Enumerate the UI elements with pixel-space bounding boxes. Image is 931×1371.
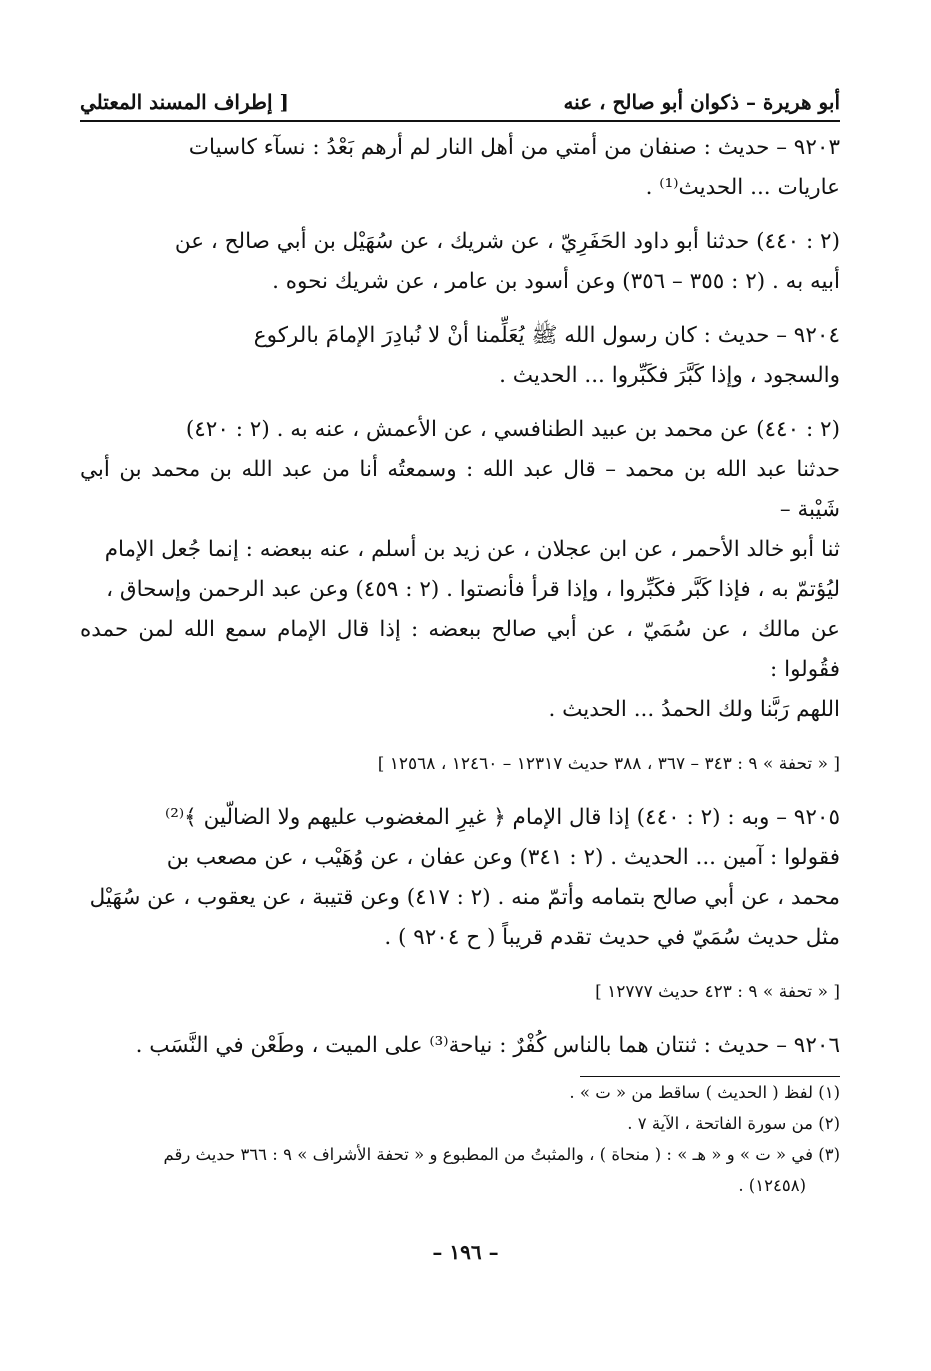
footnote-3: (٣) في « ت » و « هـ » : ( منحاة ) ، والمثبتُ من المطبوع و « تحفة الأشراف » ٩ : ٣٦٦ حديث رقم — [163, 1145, 840, 1164]
hadith-9203-chain-1: (٢ : ٤٤٠) حدثنا أبو داود الحَفَرِيّ ، عن شريك ، عن سُهَيْل بن أبي صالح ، عن — [174, 229, 840, 254]
hadith-9204-chain-3: ثنا أبو خالد الأحمر ، عن ابن عجلان ، عن زيد بن أسلم ، عنه ببعضه : إنما جُعل الإمام — [104, 537, 840, 562]
hadith-9204-tuhfa-ref: [ « تحفة » ٩ : ٣٤٣ – ٣٦٧ ، ٣٨٨ حديث ١٢٣١٧ – ١٢٤٦٠ ، ١٢٥٦٨ ] — [377, 754, 840, 774]
hadith-9204-line-1: ٩٢٠٤ – حديث : كان رسول الله ﷺ يُعَلِّمنا أنْ لا نُبادِرَ الإمامَ بالركوع — [253, 323, 840, 348]
hadith-9204-chain-5: عن مالك ، عن سُمَيّ ، عن أبي صالح ببعضه : إذا قال الإمام سمع الله لمن حمده فقُولوا : — [80, 617, 840, 682]
header-book-title: [ إطراف المسند المعتلي — [80, 90, 289, 114]
hadith-9204-line-2: والسجود ، وإذا كَبَّرَ فكَبِّروا ... الحديث . — [499, 363, 840, 388]
hadith-9206-line-1: ٩٢٠٦ – حديث : ثنتان هما بالناس كُفْرٌ : نياحة⁽³⁾ على الميت ، وطَعْن في النَّسَب . — [135, 1033, 840, 1058]
footnote-3-continuation: (١٢٤٥٨) . — [738, 1176, 806, 1195]
hadith-9203-line-2: عاريات ... الحديث⁽¹⁾ . — [645, 175, 840, 200]
page-number: – ١٩٦ – — [432, 1240, 499, 1264]
hadith-9203-line-1: ٩٢٠٣ – حديث : صنفان من أمتي من أهل النار لم أرهم بَعْدُ : نسآء كاسيات — [188, 135, 840, 160]
hadith-9205-tuhfa-ref: [ « تحفة » ٩ : ٤٢٣ حديث ١٢٧٧٧ ] — [595, 982, 840, 1002]
hadith-9205-line-1: ٩٢٠٥ – وبه : (٢ : ٤٤٠) إذا قال الإمام ﴿ غيرِ المغضوب عليهم ولا الضالّين ﴾⁽²⁾ — [165, 805, 840, 830]
hadith-9204-chain-4: ليُؤتمّ به ، فإذا كَبَّر فكَبِّروا ، وإذا قرأ فأنصتوا . (٢ : ٤٥٩) وعن عبد الرحمن وإسحاق ، — [106, 577, 840, 602]
hadith-9204-chain-1: (٢ : ٤٤٠) عن محمد بن عبيد الطنافسي ، عن الأعمش ، عنه به . (٢ : ٤٢٠) — [185, 417, 840, 442]
header-chapter: أبو هريرة – ذكوان أبو صالح ، عنه — [563, 90, 840, 114]
hadith-9204-chain-2: حدثنا عبد الله بن محمد – قال عبد الله : وسمعتُه أنا من عبد الله بن محمد بن أبي شَيْبة – — [80, 457, 840, 522]
running-header — [80, 90, 840, 122]
hadith-9203-chain-2: أبيه به . (٢ : ٣٥٥ – ٣٥٦) وعن أسود بن عامر ، عن شريك نحوه . — [272, 269, 840, 294]
hadith-9205-line-2: فقولوا : آمين ... الحديث . (٢ : ٣٤١) وعن عفان ، عن وُهَيْب ، عن مصعب بن — [166, 845, 840, 870]
book-page — [80, 90, 840, 1201]
hadith-9205-line-4: مثل حديث سُمَيّ في حديث تقدم قريباً ( ح ٩٢٠٤ ) . — [384, 925, 840, 950]
hadith-9205-line-3: محمد ، عن أبي صالح بتمامه وأتمّ منه . (٢ : ٤١٧) وعن قتيبة ، عن يعقوب ، عن سُهَيْل — [89, 885, 840, 910]
hadith-9204-chain-6: اللهم رَبَّنا ولك الحمدُ ... الحديث . — [548, 697, 840, 722]
footnote-2: (٢) من سورة الفاتحة ، الآية ٧ . — [627, 1114, 840, 1133]
footnote-1: (١) لفظ ( الحديث ) ساقط من « ت » . — [569, 1083, 840, 1102]
